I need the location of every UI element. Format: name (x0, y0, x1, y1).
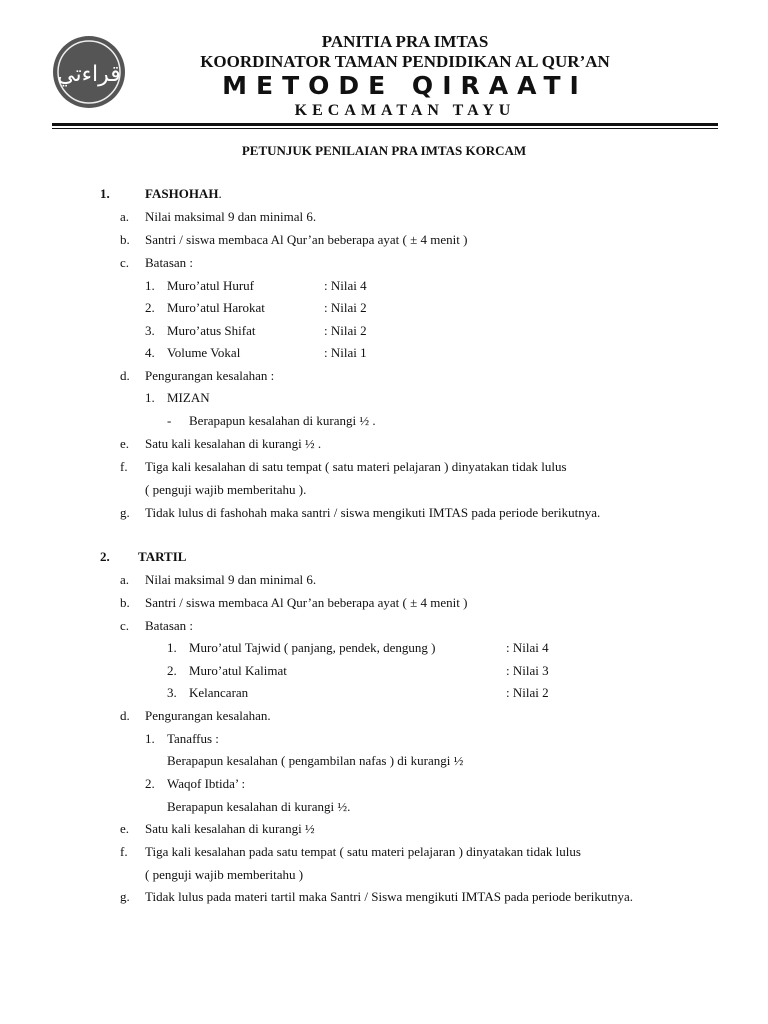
section1-number: 1. (100, 186, 110, 201)
s2-batasan-score: : Nilai 2 (506, 685, 549, 700)
s2-pengurangan-name: Tanaffus : (167, 731, 219, 746)
s2-batasan-score: : Nilai 4 (506, 640, 549, 655)
s1-d-text: Pengurangan kesalahan : (145, 368, 275, 383)
s1-b-label: b. (120, 232, 130, 247)
section1-heading: FASHOHAH. (145, 186, 222, 201)
s2-a-text: Nilai maksimal 9 dan minimal 6. (145, 572, 317, 587)
s2-a-label: a. (120, 572, 130, 587)
s1-f-text-2: ( penguji wajib memberitahu ). (145, 482, 307, 497)
s2-e-text: Satu kali kesalahan di kurangi ½ (145, 821, 315, 836)
header-line-1: PANITIA PRA IMTAS (321, 32, 489, 51)
s1-batasan-num: 4. (145, 345, 155, 360)
s1-e-label: e. (120, 436, 130, 451)
s1-batasan-score: : Nilai 4 (324, 278, 367, 293)
s2-g-text: Tidak lulus pada materi tartil maka Santri / Siswa mengikuti IMTAS pada periode berikutnya. (145, 889, 634, 904)
section2-heading: TARTIL (138, 549, 187, 564)
logo-calligraphy: قراءتي (57, 62, 121, 87)
s1-batasan-num: 2. (145, 300, 155, 315)
header-rule-thin (52, 128, 718, 129)
qiraati-logo (52, 35, 126, 109)
s2-pengurangan-detail: Berapapun kesalahan ( pengambilan nafas ) di kurangi ½ (167, 753, 464, 768)
s1-c-text: Batasan : (145, 255, 194, 270)
s1-batasan-score: : Nilai 1 (324, 345, 367, 360)
header-line-3: METODE QIRAATI (222, 71, 588, 100)
s2-f-label: f. (120, 844, 128, 859)
s2-f-text-2: ( penguji wajib memberitahu ) (145, 867, 304, 882)
s2-b-text: Santri / siswa membaca Al Qur’an beberapa ayat ( ± 4 menit ) (145, 595, 468, 610)
header-line-4: KECAMATAN TAYU (294, 102, 516, 119)
header-line-2: KOORDINATOR TAMAN PENDIDIKAN AL QUR’AN (200, 52, 610, 71)
s2-pengurangan-num: 2. (145, 776, 155, 791)
s1-d-label: d. (120, 368, 130, 383)
s1-e-text: Satu kali kesalahan di kurangi ½ . (145, 436, 322, 451)
s1-pengurangan-detail: Berapapun kesalahan di kurangi ½ . (189, 413, 376, 428)
document-title: PETUNJUK PENILAIAN PRA IMTAS KORCAM (241, 143, 527, 158)
s2-b-label: b. (120, 595, 130, 610)
s1-batasan-num: 3. (145, 323, 155, 338)
s1-g-text: Tidak lulus di fashohah maka santri / siswa mengikuti IMTAS pada periode berikutnya. (145, 505, 601, 520)
s2-f-text: Tiga kali kesalahan pada satu tempat ( satu materi pelajaran ) dinyatakan tidak lulus (145, 844, 581, 859)
s2-batasan-num: 1. (167, 640, 177, 655)
s2-batasan-name: Kelancaran (189, 685, 249, 700)
s2-batasan-name: Muro’atul Kalimat (189, 663, 287, 678)
s1-batasan-score: : Nilai 2 (324, 323, 367, 338)
s2-batasan-num: 2. (167, 663, 177, 678)
s1-g-label: g. (120, 505, 130, 520)
s2-batasan-score: : Nilai 3 (506, 663, 549, 678)
s1-b-text: Santri / siswa membaca Al Qur’an beberapa ayat ( ± 4 menit ) (145, 232, 468, 247)
s2-pengurangan-name: Waqof Ibtida’ : (167, 776, 246, 791)
s1-batasan-num: 1. (145, 278, 155, 293)
s1-batasan-score: : Nilai 2 (324, 300, 367, 315)
s2-d-text: Pengurangan kesalahan. (145, 708, 271, 723)
s2-g-label: g. (120, 889, 130, 904)
s1-pengurangan-dash: - (167, 413, 172, 428)
s1-a-label: a. (120, 209, 130, 224)
s2-c-label: c. (120, 618, 130, 633)
s2-e-label: e. (120, 821, 130, 836)
section2-number: 2. (100, 549, 110, 564)
s2-pengurangan-num: 1. (145, 731, 155, 746)
s2-pengurangan-detail: Berapapun kesalahan di kurangi ½. (167, 799, 351, 814)
s1-batasan-name: Muro’atul Huruf (167, 278, 255, 293)
header-rule-thick (52, 123, 718, 126)
s1-f-label: f. (120, 459, 128, 474)
s1-f-text: Tiga kali kesalahan di satu tempat ( satu materi pelajaran ) dinyatakan tidak lulus (145, 459, 567, 474)
s1-c-label: c. (120, 255, 130, 270)
s1-pengurangan-name: MIZAN (167, 390, 210, 405)
s1-batasan-name: Muro’atul Harokat (167, 300, 265, 315)
s1-a-text: Nilai maksimal 9 dan minimal 6. (145, 209, 317, 224)
s2-batasan-name: Muro’atul Tajwid ( panjang, pendek, dengung ) (189, 640, 436, 655)
s1-batasan-name: Volume Vokal (167, 345, 241, 360)
s2-batasan-num: 3. (167, 685, 177, 700)
s1-batasan-name: Muro’atus Shifat (167, 323, 256, 338)
s2-c-text: Batasan : (145, 618, 194, 633)
s1-pengurangan-num: 1. (145, 390, 155, 405)
s2-d-label: d. (120, 708, 130, 723)
